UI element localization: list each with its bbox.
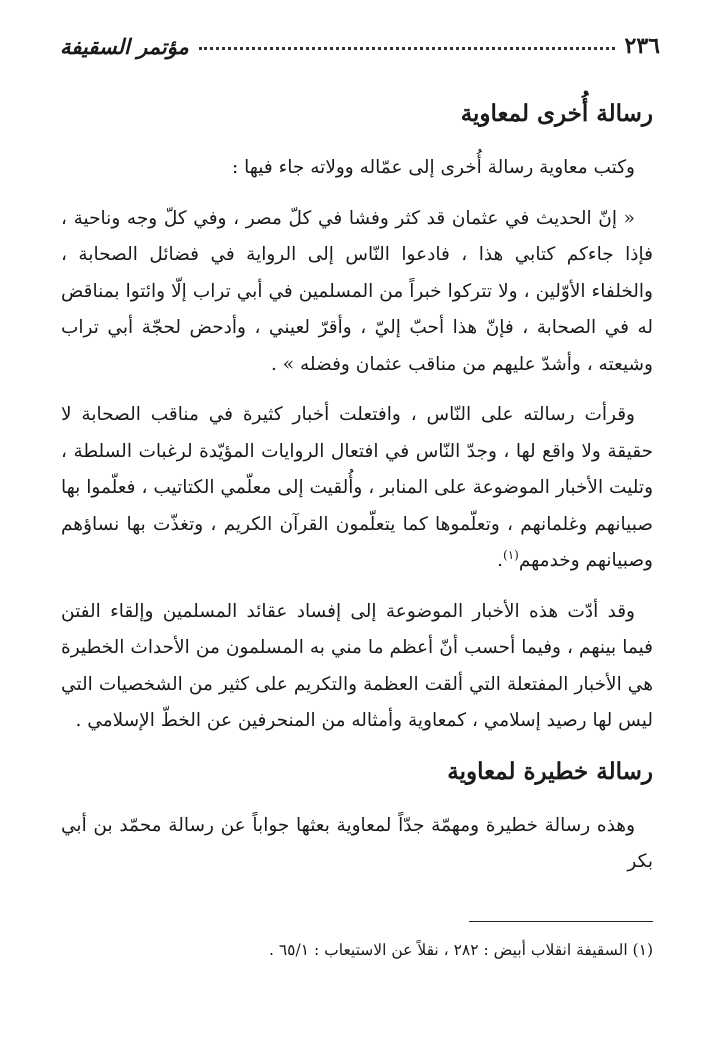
paragraph-fabrication-end: . <box>497 550 504 571</box>
section-heading-2: رسالة خطيرة لمعاوية <box>447 757 653 785</box>
footnote-marker: (١) <box>503 547 519 562</box>
header-dotted-leader <box>199 47 615 50</box>
paragraph-quote: « إنّ الحديث في عثمان قد كثر وفشا في كلّ مصر ، وفي كلّ وجه وناحية ، فإذا جاءكم كتابي هذا ، فادعوا النّاس إلى الرواية في فضائل الصحابة ، والخلفاء الأوّلين ، ولا تتركوا خبراً من المسلمين في أبي تراب إلّا وائتوا بمناقض له في الصحابة ، فإنّ هذا أحبّ إليّ ، وأقرّ لعيني ، وأدحض لحجّة أبي تراب وشيعته ، وأشدّ عليهم من مناقب عثمان وفضله » . <box>61 207 653 375</box>
paragraph-intro: وكتب معاوية رسالة أُخرى إلى عمّاله وولاته جاء فيها : <box>232 157 635 178</box>
page-number: ٢٣٦ <box>624 33 660 59</box>
page-body <box>61 96 653 895</box>
paragraph-fabrication <box>61 397 653 580</box>
section-heading-1: رسالة أُخرى لمعاوية <box>460 100 653 127</box>
paragraph-letter: وهذه رسالة خطيرة ومهمّة جدّاً لمعاوية بعثها جواباً عن رسالة محمّد بن أبي بكر <box>61 814 653 872</box>
footnote-divider <box>469 921 653 922</box>
paragraph-consequences: وقد أدّت هذه الأخبار الموضوعة إلى إفساد عقائد المسلمين وإلقاء الفتن فيما بينهم ، وفيما أحسب أنّ أعظم ما مني به المسلمون من الأحداث الخطيرة هي الأخبار المفتعلة التي ألقت العظمة والتكريم على كثير من الشخصيات التي ليس لها رصيد إسلامي ، كمعاوية وأمثاله من المنحرفين عن الخطّ الإسلامي . <box>61 600 653 731</box>
running-title: مؤتمر السقيفة <box>60 33 189 59</box>
paragraph-fabrication-text: وقرأت رسالته على النّاس ، وافتعلت أخبار كثيرة في مناقب الصحابة لا حقيقة ولا واقع لها ، وجدّ النّاس في افتعال الروايات المؤيّدة لرغبات السلطة ، وتليت الأخبار الموضوعة على المنابر ، وأُلقيت إلى معلّمي الكتاتيب ، فعلّموا بها صبيانهم وغلمانهم ، وتعلّموها كما يتعلّمون القرآن الكريم ، وتغذّت بها نساؤهم وصبيانهم وخدمهم <box>61 404 653 571</box>
page-header <box>60 28 660 64</box>
footnote: (١) السقيفة انقلاب أبيض : ٢٨٢ ، نقلاً عن الاستيعاب : ٦٥/١ . <box>269 941 653 959</box>
